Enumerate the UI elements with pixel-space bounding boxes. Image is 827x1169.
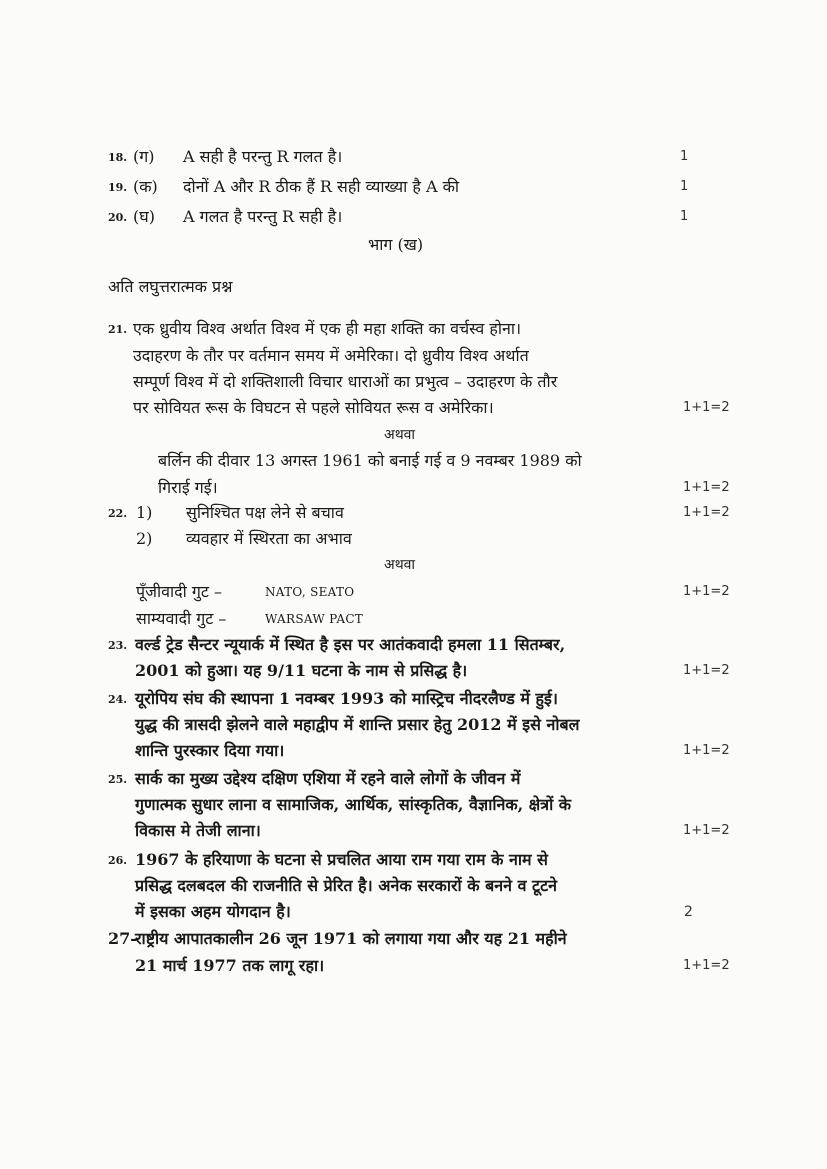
answer-text: सार्क का मुख्य उद्देश्य दक्षिण एशिया में रहने वाले लोगों के जीवन में <box>135 769 521 788</box>
answer-text: वर्ल्ड ट्रेड सैन्टर न्यूयार्क में स्थित है इस पर आतंकवादी हमला 11 सितम्बर, <box>135 635 566 654</box>
answer-option: (क) <box>133 177 158 196</box>
marks: 1 <box>680 209 689 224</box>
marks: 1 <box>680 179 689 194</box>
point-number: 1) <box>136 503 153 522</box>
marks: 1+1=2 <box>683 663 730 678</box>
section-heading-row <box>0 230 827 260</box>
answer-text: शान्ति पुरस्कार दिया गया। <box>135 741 285 760</box>
question-number: 22. <box>108 507 128 520</box>
answer-text: राष्ट्रीय आपातकालीन 26 जून 1971 को लगाया गया और यह 21 महीने <box>135 929 567 948</box>
answer-text: A सही है परन्तु R गलत है। <box>183 147 343 166</box>
answer-text: 2001 को हुआ। यह 9/11 घटना के नाम से प्रसिद्ध है। <box>135 661 468 680</box>
answer-text: प्रसिद्ध दलबदल की राजनीति से प्रेरित है। अनेक सरकारों के बनने व टूटने <box>135 876 558 895</box>
marks: 1+1=2 <box>683 480 730 495</box>
answer-row-20 <box>0 202 827 232</box>
bloc-value: WARSAW PACT <box>265 612 364 626</box>
q21-alt-line-1 <box>0 446 827 476</box>
answer-text: युद्ध की त्रासदी झेलने वाले महाद्वीप में शान्ति प्रसार हेतु 2012 में इसे नोबल <box>135 715 580 734</box>
q21-line-4 <box>0 393 827 423</box>
q22-alt-line-1 <box>0 577 827 607</box>
marks: 1+1=2 <box>683 958 730 973</box>
answer-text: A गलत है परन्तु R सही है। <box>183 207 343 226</box>
marks: 1+1=2 <box>683 505 730 520</box>
answer-text: पर सोवियत रूस के विघटन से पहले सोवियत रूस व अमेरिका। <box>133 398 494 417</box>
question-number: 23. <box>108 639 128 652</box>
answer-row-19 <box>0 172 827 202</box>
answer-text: यूरोपिय संघ की स्थापना 1 नवम्बर 1993 को मास्ट्रिच नीदरलैण्ड में हुई। <box>135 689 558 708</box>
marks: 1+1=2 <box>683 823 730 838</box>
marks: 1+1=2 <box>683 400 730 415</box>
section-subtitle: अति लघुत्तरात्मक प्रश्न <box>108 277 233 296</box>
answer-text: उदाहरण के तौर पर वर्तमान समय में अमेरिका। दो ध्रुवीय विश्व अर्थात <box>133 346 529 365</box>
q24-line-3 <box>0 736 827 766</box>
question-number: 27- <box>108 929 137 948</box>
marks: 1+1=2 <box>683 584 730 599</box>
answer-text: गिराई गई। <box>158 478 218 497</box>
question-number: 25. <box>108 773 128 786</box>
bloc-label: पूँजीवादी गुट – <box>136 582 223 601</box>
q26-line-3 <box>0 897 827 927</box>
answer-text: सम्पूर्ण विश्व में दो शक्तिशाली विचार धाराओं का प्रभुत्व – उदाहरण के तौर <box>133 372 558 391</box>
question-number: 21. <box>108 323 128 336</box>
section-subtitle-row <box>0 272 827 302</box>
marks: 1+1=2 <box>683 743 730 758</box>
answer-text: विकास मे तेजी लाना। <box>135 821 261 840</box>
point-number: 2) <box>136 529 153 548</box>
bloc-label: साम्यवादी गुट – <box>136 609 227 628</box>
or-label: अथवा <box>384 557 416 573</box>
question-number: 19. <box>108 181 128 194</box>
q21-line-1 <box>0 314 827 344</box>
marks: 1 <box>680 149 689 164</box>
q23-line-2 <box>0 656 827 686</box>
question-number: 18. <box>108 151 128 164</box>
question-number: 24. <box>108 693 128 706</box>
answer-text: दोनों A और R ठीक हैं R सही व्याख्या है A की <box>183 177 460 196</box>
answer-option: (घ) <box>133 207 155 226</box>
answer-text: एक ध्रुवीय विश्व अर्थात विश्व में एक ही महा शक्ति का वर्चस्व होना। <box>133 319 522 338</box>
answer-row-18 <box>0 142 827 172</box>
section-title: भाग (ख) <box>368 235 424 254</box>
marks: 2 <box>684 904 693 920</box>
answer-text: 21 मार्च 1977 तक लागू रहा। <box>135 956 325 975</box>
question-number: 20. <box>108 211 128 224</box>
q27-line-1 <box>0 924 827 954</box>
or-label: अथवा <box>384 427 416 443</box>
answer-text: में इसका अहम योगदान है। <box>135 902 291 921</box>
q22-or-row <box>0 550 827 580</box>
point-text: व्यवहार में स्थिरता का अभाव <box>186 529 352 548</box>
answer-text: बर्लिन की दीवार 13 अगस्त 1961 को बनाई गई व 9 नवम्बर 1989 को <box>158 451 582 470</box>
bloc-value: NATO, SEATO <box>265 585 355 599</box>
point-text: सुनिश्चित पक्ष लेने से बचाव <box>186 503 344 522</box>
q27-line-2 <box>0 951 827 981</box>
q25-line-3 <box>0 816 827 846</box>
question-number: 26. <box>108 854 128 867</box>
answer-text: 1967 के हरियाणा के घटना से प्रचलित आया राम गया राम के नाम से <box>135 850 548 869</box>
answer-option: (ग) <box>133 147 155 166</box>
answer-text: गुणात्मक सुधार लाना व सामाजिक, आर्थिक, सांस्कृतिक, वैज्ञानिक, क्षेत्रों के <box>135 795 572 814</box>
